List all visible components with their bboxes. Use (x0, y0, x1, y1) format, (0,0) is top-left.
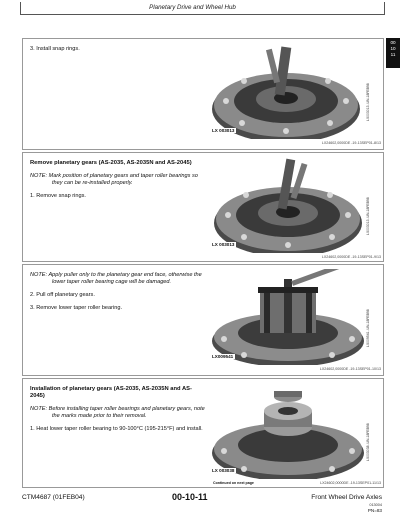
procedure-photo (208, 383, 374, 479)
procedure-photo (208, 157, 374, 253)
header-tick-left (20, 2, 21, 14)
section-tab-line: 00 (390, 40, 396, 45)
procedure-section-install-planetary-gears (22, 378, 384, 488)
note (30, 406, 205, 420)
procedure-section-pull-off-gears (22, 264, 384, 376)
note-text: Apply puller only to the planetary gear end face, otherwise the lower taper roller bearing cage will be damaged. (48, 272, 202, 285)
photo-code: LX003038 -UN-18FEB98 (366, 423, 370, 461)
note-text: Before installing taper roller bearings and planetary gears, note the marks made prior to their removal. (48, 406, 205, 420)
photo-caption: LX24602,0000DE -19-13SEP01-8/13 (321, 141, 381, 145)
section-tab-line: 11 (390, 52, 396, 57)
photo-caption: LX24602,0000DE -19-13SEP01-11/13 (320, 481, 381, 485)
note-label: NOTE: (30, 272, 48, 278)
photo-id: LX 003013 (212, 128, 235, 133)
manual-code: CTM4687 (01FEB04) (22, 494, 85, 501)
photo-id: LX 003038 (212, 468, 235, 473)
footer-pn: PN=83 (367, 508, 382, 513)
step: 2. Pull off planetary gears. (30, 292, 95, 298)
step: 3. Install snap rings. (30, 46, 80, 52)
section-title: Installation of planetary gears (AS-2035, AS-2035N and AS-2045) (30, 386, 192, 400)
note (30, 272, 205, 286)
photo-code: LX003013 -UN-18FEB98 (366, 83, 370, 121)
header-tick-right (384, 2, 385, 14)
section-tab (386, 38, 400, 68)
section-tab-line: 10 (390, 46, 396, 51)
note-text: Mark position of planetary gears and taper roller bearings so they can be re-installed properly. (48, 173, 198, 187)
section-text (30, 386, 205, 439)
photo-caption: LX24602,0000DE -19-13SEP01-9/13 (321, 255, 381, 259)
procedure-photo (208, 43, 374, 139)
note-label: NOTE: (30, 406, 48, 413)
section-text (30, 272, 205, 318)
photo-caption: LX24602,0000DE -19-13SEP01-10/13 (319, 367, 381, 371)
section-title: Remove planetary gears (AS-2035, AS-2035N and AS-2045) (30, 160, 192, 166)
manual-title: Front Wheel Drive Axles (311, 494, 382, 501)
footer-date-code: 013004 (369, 503, 382, 507)
photo-id: LX009541 (212, 354, 234, 359)
section-text (30, 46, 205, 59)
continued-note: Continued on next page (213, 481, 254, 485)
procedure-section-remove-planetary-gears (22, 152, 384, 262)
hub-photo-illustration (208, 157, 374, 253)
header-rule (20, 14, 385, 15)
photo-code: LX003013 -UN-18FEB98 (366, 197, 370, 235)
step: 1. Heat lower taper roller bearing to 90-100°C (195-215°F) and install. (30, 426, 203, 433)
section-text (30, 160, 205, 206)
procedure-section-install-snap-rings (22, 38, 384, 150)
bearing-photo-illustration (208, 383, 374, 479)
photo-code: LX009541 -UN-18FEB98 (366, 309, 370, 347)
puller-photo-illustration (208, 269, 374, 365)
hub-photo-illustration (208, 43, 374, 139)
procedure-photo (208, 269, 374, 365)
note (30, 173, 205, 187)
note-label: NOTE: (30, 173, 48, 180)
page-number: 00-10-11 (172, 492, 208, 502)
photo-id: LX 003013 (212, 242, 235, 247)
step: 1. Remove snap rings. (30, 193, 86, 200)
page-header: Planetary Drive and Wheel Hub (149, 4, 236, 11)
step: 3. Remove lower taper roller bearing. (30, 305, 123, 311)
